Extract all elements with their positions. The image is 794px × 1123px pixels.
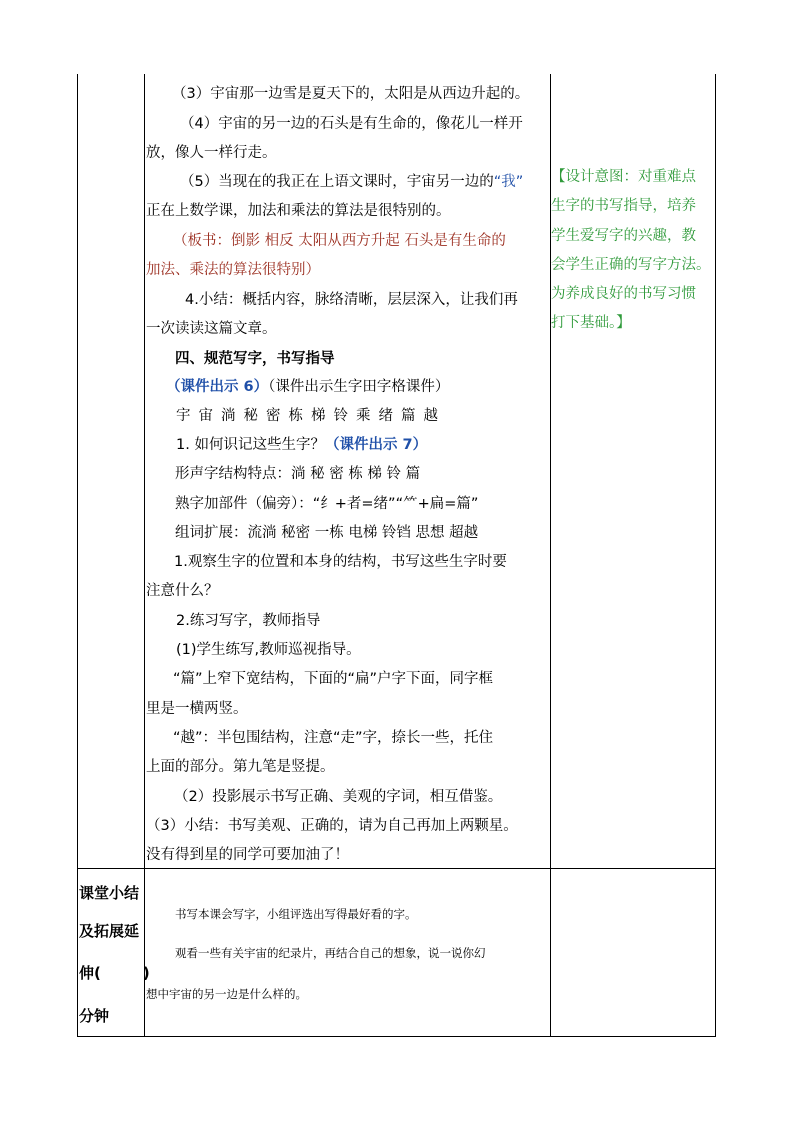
board-writing-line: 加法、乘法的算法很特别） — [146, 262, 320, 278]
text-line: 一次读读这篇文章。 — [146, 321, 277, 337]
text-span: ) — [142, 964, 150, 982]
text-line: “篇”上窄下宽结构，下面的“扁”户字下面，同字框 — [173, 671, 494, 687]
table-left-border — [77, 74, 78, 1037]
question-line — [176, 435, 427, 455]
text-line: “越”：半包围结构，注意“走”字，捺长一些，托住 — [173, 730, 494, 746]
character: 绪 — [378, 408, 393, 424]
character: 淌 — [221, 408, 236, 424]
quoted-wo: “我” — [493, 174, 524, 190]
row-label: 及拓展延 — [79, 922, 140, 940]
text-line: 里是一横两竖。 — [146, 701, 248, 717]
character: 篇 — [401, 408, 416, 424]
text-line: 放，像人一样行走。 — [146, 145, 277, 161]
design-intent-line: 打下基础。】 — [551, 315, 631, 331]
text-line: （3）宇宙那一边雪是夏天下的，太阳是从西边升起的。 — [172, 86, 530, 102]
design-intent-line: 会学生正确的写字方法。 — [551, 257, 711, 273]
section-heading: 四、规范写字，书写指导 — [175, 351, 335, 367]
table-right-border — [715, 74, 716, 1037]
text-line: 组词扩展：流淌 秘密 一栋 电梯 铃铛 思想 超越 — [175, 525, 479, 541]
design-intent-line: 学生爱写字的兴趣，教 — [551, 228, 696, 244]
board-writing-line: （板书：倒影 相反 太阳从西方升起 石头是有生命的 — [173, 233, 506, 249]
character: 越 — [423, 408, 438, 424]
character: 宇 — [176, 408, 191, 424]
text-line: 观看一些有关宇宙的纪录片，再结合自己的想象，说一说你幻 — [175, 946, 486, 960]
design-intent-line: 【设计意图：对重难点 — [551, 169, 696, 185]
row-label: 课堂小结 — [79, 884, 140, 902]
courseware-tag: （课件出示 7） — [324, 437, 428, 453]
row-label: 分钟 — [79, 1007, 110, 1025]
table-bottom-border — [77, 1036, 716, 1037]
text-line — [180, 172, 523, 192]
table-col-divider-2 — [550, 74, 551, 1037]
text-line: （4）宇宙的另一边的石头是有生命的，像花儿一样开 — [180, 116, 523, 132]
new-characters-list — [176, 406, 446, 426]
character: 栋 — [288, 408, 303, 424]
text-line: （2）投影展示书写正确、美观的字词，相互借鉴。 — [174, 789, 503, 805]
design-intent-line: 生字的书写指导，培养 — [551, 198, 696, 214]
courseware-line — [166, 377, 449, 397]
text-line: 1.观察生字的位置和本身的结构，书写这些生字时要 — [174, 554, 507, 570]
table-col-divider-1 — [144, 74, 145, 1037]
text-line: 2.练习写字，教师指导 — [176, 613, 321, 629]
text-line: 书写本课会写字，小组评选出写得最好看的字。 — [175, 907, 417, 921]
text-line: 4.小结：概括内容，脉络清晰，层层深入，让我们再 — [185, 292, 518, 308]
text-line: 想中宇宙的另一边是什么样的。 — [146, 987, 307, 1001]
design-intent-line: 为养成良好的书写习惯 — [551, 286, 696, 302]
text-span: （5）当现在的我正在上语文课时，宇宙另一边的 — [180, 174, 494, 190]
text-line: 熟字加部件（偏旁）：“纟+者=绪”“⺮+扁=篇” — [175, 496, 479, 512]
text-line: 没有得到星的同学可要加油了！ — [146, 847, 349, 863]
character: 乘 — [356, 408, 371, 424]
text-line: 正在上数学课，加法和乘法的算法是很特别的。 — [146, 203, 451, 219]
character: 梯 — [311, 408, 326, 424]
text-line: （3）小结：书写美观、正确的，请为自己再加上两颗星。 — [146, 818, 518, 834]
text-line: 形声字结构特点：淌 秘 密 栋 梯 铃 篇 — [175, 466, 421, 482]
courseware-tag: （课件出示 6） — [166, 379, 269, 395]
text-line: (1)学生练写,教师巡视指导。 — [176, 642, 361, 658]
character: 密 — [266, 408, 281, 424]
text-line: 上面的部分。第九笔是竖提。 — [146, 759, 335, 775]
text-span: 伸( — [79, 964, 101, 982]
row-label — [79, 962, 150, 983]
table-row-divider — [77, 868, 716, 869]
character: 秘 — [243, 408, 258, 424]
character: 铃 — [333, 408, 348, 424]
text-span: （课件出示生字田字格课件） — [268, 379, 450, 395]
text-span: 1. 如何识记这些生字？ — [176, 437, 325, 453]
character: 宙 — [198, 408, 213, 424]
text-line: 注意什么？ — [146, 583, 219, 599]
